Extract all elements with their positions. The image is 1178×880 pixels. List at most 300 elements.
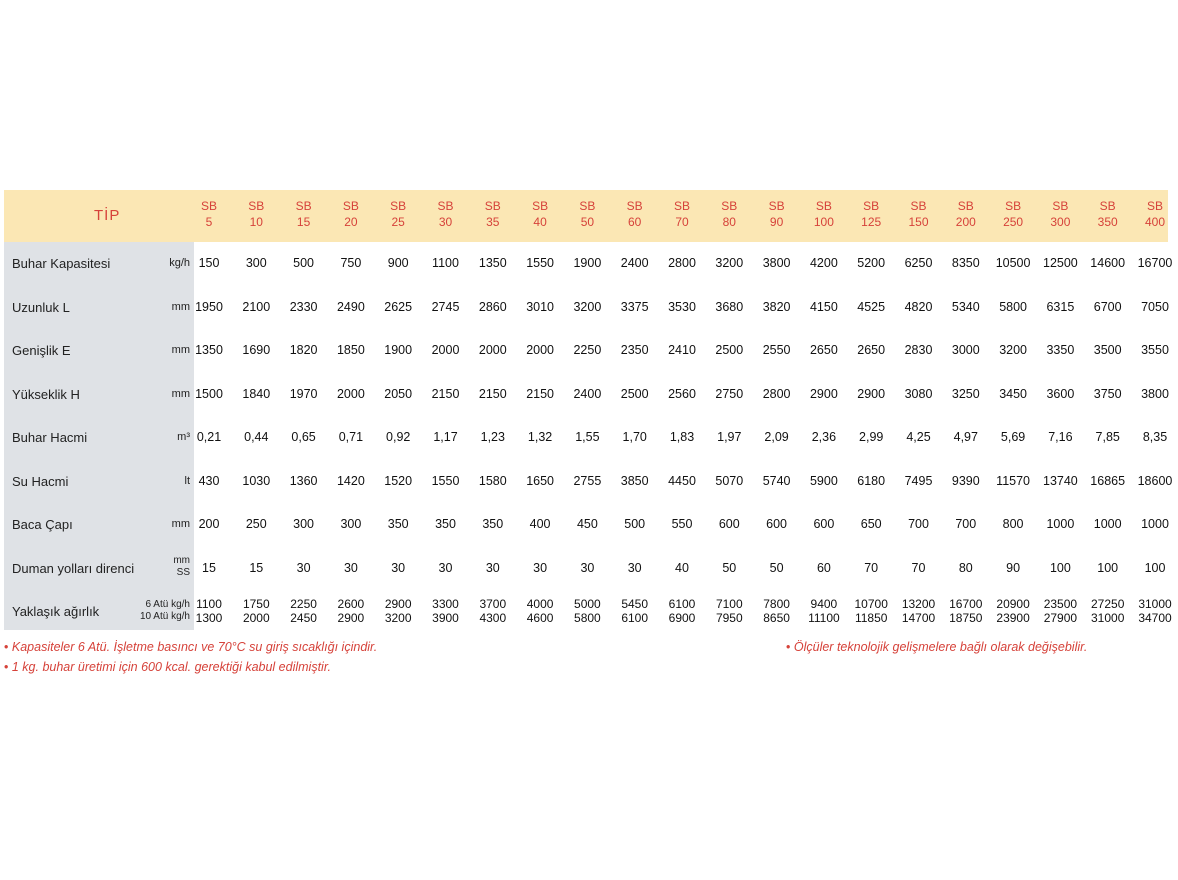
table-cell-10atu: 5800 xyxy=(574,611,601,625)
table-cell: 70 xyxy=(864,560,879,575)
table-cell: 16865 xyxy=(1090,473,1126,488)
column-header xyxy=(754,198,800,230)
table-cell: 4450 xyxy=(668,473,696,488)
table-cell-6atu: 5450 xyxy=(621,597,649,611)
table-cell: 1,32 xyxy=(527,430,553,444)
table-cell-6atu: 9400 xyxy=(810,597,838,611)
table-cell: 1500 xyxy=(195,386,223,401)
table-cell: 1360 xyxy=(289,473,318,488)
table-cell: 4150 xyxy=(809,299,838,314)
table-cell: 7495 xyxy=(904,473,933,488)
table-cell: 2500 xyxy=(715,343,744,357)
table-cell: 1030 xyxy=(242,473,271,488)
table-cell: 1,17 xyxy=(433,430,458,444)
footnote-1: • Kapasiteler 6 Atü. İşletme basıncı ve 70°C su giriş sıcaklığı içindir. xyxy=(4,640,378,654)
table-cell: 2500 xyxy=(620,386,649,401)
column-header xyxy=(281,198,327,230)
column-header-type: SB xyxy=(484,199,501,213)
column-header xyxy=(612,198,658,230)
table-cell: 800 xyxy=(1002,517,1024,531)
column-header-type: SB xyxy=(437,199,454,213)
table-cell: 4820 xyxy=(904,299,933,314)
table-cell: 1950 xyxy=(195,299,223,314)
row-label: Su Hacmi xyxy=(12,473,69,489)
table-cell: 1420 xyxy=(336,473,365,488)
column-header-size: 80 xyxy=(722,215,736,229)
column-header xyxy=(896,198,942,230)
table-cell: 2050 xyxy=(384,386,413,401)
table-cell: 1000 xyxy=(1093,517,1122,531)
table-cell: 600 xyxy=(718,517,740,531)
column-header xyxy=(990,198,1036,230)
table-cell: 3200 xyxy=(715,256,744,270)
table-cell-6atu: 13200 xyxy=(901,597,936,611)
table-cell-10atu: 6900 xyxy=(668,611,696,625)
table-cell: 30 xyxy=(533,560,548,575)
table-cell-6atu: 20900 xyxy=(996,597,1030,611)
table-cell: 30 xyxy=(391,560,406,575)
table-cell: 0,44 xyxy=(244,430,269,444)
table-cell: 14600 xyxy=(1090,256,1126,270)
table-cell: 1820 xyxy=(289,343,318,357)
table-cell: 0,21 xyxy=(196,430,222,444)
column-header-size: 40 xyxy=(533,215,547,229)
column-header-size: 60 xyxy=(628,215,642,229)
column-header-size: 90 xyxy=(769,215,784,229)
table-row xyxy=(4,503,1168,546)
table-cell: 2000 xyxy=(336,386,365,401)
table-cell-6atu: 27250 xyxy=(1091,597,1125,611)
table-cell: 1850 xyxy=(336,343,365,357)
table-cell-10atu: 1300 xyxy=(195,611,223,625)
table-cell: 30 xyxy=(343,560,358,575)
column-header-type: SB xyxy=(815,199,832,213)
column-header-size: 20 xyxy=(344,215,358,229)
table-cell: 350 xyxy=(482,517,504,531)
table-cell: 9390 xyxy=(951,473,980,488)
footnote-3: • Ölçüler teknolojik gelişmelere bağlı olarak değişebilir. xyxy=(786,640,1088,654)
table-cell: 400 xyxy=(529,517,551,531)
table-cell: 1,83 xyxy=(669,430,695,444)
footnote-2: • 1 kg. buhar üretimi için 600 kcal. gerektiği kabul edilmiştir. xyxy=(4,660,331,674)
table-cell: 100 xyxy=(1049,560,1071,575)
row-label: Genişlik E xyxy=(12,343,71,358)
column-header xyxy=(706,198,752,230)
table-cell: 2350 xyxy=(620,343,649,357)
table-cell: 13740 xyxy=(1043,473,1078,488)
table-cell-6atu: 10700 xyxy=(854,597,888,611)
table-cell-10atu: 14700 xyxy=(901,611,936,625)
table-cell: 550 xyxy=(671,517,693,531)
table-cell: 7050 xyxy=(1141,299,1169,314)
column-header-type: SB xyxy=(295,199,312,213)
table-cell: 2755 xyxy=(573,473,602,488)
column-header xyxy=(943,198,989,230)
table-cell-10atu: 2900 xyxy=(337,611,365,625)
row-label: Buhar Kapasitesi xyxy=(12,256,111,271)
table-cell: 10500 xyxy=(995,256,1031,270)
table-cell-10atu: 11100 xyxy=(808,611,840,625)
table-cell: 1100 xyxy=(432,256,459,270)
table-cell: 700 xyxy=(955,517,977,531)
column-header-size: 125 xyxy=(861,215,882,229)
table-cell: 0,71 xyxy=(338,430,364,444)
table-cell-10atu: 23900 xyxy=(996,611,1030,625)
table-cell: 600 xyxy=(813,517,835,531)
table-cell-6atu: 3700 xyxy=(479,597,507,611)
table-cell: 0,92 xyxy=(386,430,411,444)
table-cell: 3450 xyxy=(999,386,1027,401)
table-cell: 4,97 xyxy=(953,430,978,444)
table-cell: 600 xyxy=(766,517,788,531)
table-cell: 3850 xyxy=(620,473,649,488)
table-cell: 500 xyxy=(624,517,646,531)
table-cell-10atu: 4600 xyxy=(526,611,554,625)
table-row xyxy=(4,373,1168,416)
table-cell: 16700 xyxy=(1137,256,1173,270)
table-row xyxy=(4,329,1168,372)
table-cell: 1520 xyxy=(384,473,413,488)
table-cell-6atu: 31000 xyxy=(1138,597,1172,611)
table-cell: 7,85 xyxy=(1095,430,1120,444)
row-label: Yükseklik H xyxy=(12,386,80,402)
table-cell: 30 xyxy=(296,560,311,575)
table-cell: 100 xyxy=(1097,560,1119,575)
table-cell: 2000 xyxy=(431,343,460,357)
table-cell-6atu: 5000 xyxy=(574,597,601,611)
table-cell-10atu: 8650 xyxy=(763,611,790,625)
table-cell: 80 xyxy=(958,560,973,575)
table-cell: 3200 xyxy=(573,299,602,314)
table-cell: 4,25 xyxy=(906,430,931,444)
column-header-type: SB xyxy=(910,199,927,213)
row-label: Buhar Hacmi xyxy=(12,430,88,445)
column-header-type: SB xyxy=(721,199,738,213)
table-cell: 2400 xyxy=(573,386,602,401)
table-cell-6atu: 2250 xyxy=(290,597,317,611)
table-cell: 1650 xyxy=(526,473,554,488)
table-cell: 0,65 xyxy=(291,430,316,444)
table-cell: 2330 xyxy=(289,299,318,314)
row-unit: mm xyxy=(171,387,190,400)
table-cell: 5200 xyxy=(857,256,886,270)
column-header-type: SB xyxy=(1052,199,1069,213)
table-cell: 2900 xyxy=(857,386,886,401)
table-cell: 1550 xyxy=(526,256,554,270)
table-cell: 30 xyxy=(438,560,453,575)
table-cell: 1580 xyxy=(478,473,507,488)
column-header-type: SB xyxy=(200,199,217,213)
table-cell-6atu: 1750 xyxy=(242,597,270,611)
table-cell: 1350 xyxy=(195,343,223,357)
table-cell: 1,70 xyxy=(622,430,647,444)
tip-label: TİP xyxy=(94,207,121,224)
table-cell: 3680 xyxy=(715,299,744,314)
table-cell: 90 xyxy=(1006,560,1021,575)
column-header xyxy=(659,198,705,230)
table-cell: 15 xyxy=(202,560,216,575)
table-cell: 6250 xyxy=(904,256,933,270)
table-cell: 15 xyxy=(249,560,264,575)
table-cell: 250 xyxy=(245,517,267,531)
table-cell-6atu: 2600 xyxy=(337,597,365,611)
table-cell: 2000 xyxy=(478,343,507,357)
table-cell: 30 xyxy=(627,560,642,575)
column-header-type: SB xyxy=(957,199,974,213)
table-cell: 7,16 xyxy=(1048,430,1073,444)
table-cell-10atu: 2450 xyxy=(290,611,317,625)
table-header xyxy=(4,190,1168,242)
table-cell: 3350 xyxy=(1046,343,1075,357)
column-header-size: 200 xyxy=(955,215,976,229)
row-unit-6atu: 6 Atü kg/h xyxy=(145,599,190,610)
table-cell: 30 xyxy=(580,560,595,575)
table-cell: 450 xyxy=(576,517,598,531)
table-cell-6atu: 6100 xyxy=(668,597,696,611)
table-cell: 700 xyxy=(908,517,929,531)
table-cell: 350 xyxy=(387,517,409,531)
column-header xyxy=(801,198,847,230)
column-header-size: 15 xyxy=(296,215,311,229)
column-header xyxy=(375,198,421,230)
table-cell: 30 xyxy=(485,560,500,575)
column-header-type: SB xyxy=(390,199,407,213)
column-header-type: SB xyxy=(1099,199,1116,213)
table-cell: 2550 xyxy=(762,343,791,357)
row-unit-bottom: SS xyxy=(176,566,190,578)
column-header xyxy=(1037,198,1083,230)
column-header-type: SB xyxy=(863,199,880,213)
table-cell: 2830 xyxy=(904,343,933,357)
table-cell: 2560 xyxy=(668,386,696,401)
table-cell: 1,97 xyxy=(717,430,742,444)
table-cell: 2,99 xyxy=(859,430,884,444)
column-header-type: SB xyxy=(768,199,785,213)
table-cell: 5800 xyxy=(999,299,1027,314)
table-cell: 1840 xyxy=(242,386,271,401)
table-cell-10atu: 2000 xyxy=(242,611,270,625)
table-cell: 3250 xyxy=(951,386,980,401)
column-header-type: SB xyxy=(579,199,596,213)
table-cell-10atu: 27900 xyxy=(1043,611,1078,625)
row-label: Uzunluk L xyxy=(12,299,70,315)
column-header xyxy=(233,198,279,230)
column-header-size: 35 xyxy=(486,215,500,229)
column-header-size: 70 xyxy=(675,215,689,229)
table-cell: 2,09 xyxy=(764,430,789,444)
table-cell: 150 xyxy=(198,256,220,270)
table-cell: 70 xyxy=(911,560,926,575)
table-cell: 5340 xyxy=(951,299,980,314)
column-header xyxy=(517,198,563,230)
row-label: Baca Çapı xyxy=(12,517,73,532)
table-cell-6atu: 4000 xyxy=(526,597,554,611)
table-cell: 3800 xyxy=(762,256,791,270)
table-cell: 2250 xyxy=(573,343,602,357)
table-cell: 430 xyxy=(198,473,220,488)
footnotes xyxy=(4,638,1168,686)
table-cell: 40 xyxy=(675,560,689,575)
table-cell: 350 xyxy=(435,517,456,531)
column-header xyxy=(564,198,610,230)
table-cell: 5070 xyxy=(715,473,744,488)
table-row xyxy=(4,242,1173,285)
table-cell: 2900 xyxy=(809,386,838,401)
table-cell: 2000 xyxy=(526,343,554,357)
table-cell: 3820 xyxy=(762,299,791,314)
table-cell: 1,55 xyxy=(575,430,600,444)
table-cell: 4525 xyxy=(857,299,886,314)
column-header-size: 50 xyxy=(580,215,595,229)
row-unit: kg/h xyxy=(169,257,190,269)
table-cell: 8,35 xyxy=(1142,430,1168,444)
row-label: Duman yolları direnci xyxy=(12,560,135,576)
table-cell: 300 xyxy=(340,517,362,531)
table-cell-10atu: 18750 xyxy=(949,611,983,625)
table-cell: 60 xyxy=(816,560,831,575)
column-header-size: 300 xyxy=(1050,215,1071,229)
row-unit: m³ xyxy=(177,431,190,443)
table-cell: 11570 xyxy=(996,473,1031,488)
table-cell: 2,36 xyxy=(811,430,837,444)
table-cell: 2800 xyxy=(668,256,696,270)
column-header-type: SB xyxy=(248,199,265,213)
row-label: Yaklaşık ağırlık xyxy=(12,604,100,619)
table-cell: 12500 xyxy=(1043,256,1078,270)
table-cell: 2650 xyxy=(809,343,838,357)
table-cell: 3800 xyxy=(1141,386,1169,401)
row-unit-10atu: 10 Atü kg/h xyxy=(139,611,190,622)
table-cell: 900 xyxy=(387,256,409,270)
table-cell: 2625 xyxy=(384,299,413,314)
table-cell: 2410 xyxy=(668,343,696,357)
table-row-weight xyxy=(4,590,1172,633)
table-cell: 3375 xyxy=(620,299,649,314)
table-cell-10atu: 6100 xyxy=(621,611,649,625)
table-cell: 8350 xyxy=(951,256,980,270)
table-cell: 5900 xyxy=(809,473,838,488)
table-cell: 1900 xyxy=(573,256,602,270)
table-cell: 3080 xyxy=(904,386,933,401)
column-header xyxy=(328,198,374,230)
table-cell: 18600 xyxy=(1137,473,1173,488)
table-cell-10atu: 34700 xyxy=(1138,611,1172,625)
table-cell-6atu: 3300 xyxy=(432,597,459,611)
table-cell: 2490 xyxy=(336,299,365,314)
table-cell: 2100 xyxy=(242,299,271,314)
table-row xyxy=(4,460,1173,503)
table-row-duman xyxy=(4,547,1168,590)
table-row xyxy=(4,416,1168,459)
table-cell: 5740 xyxy=(762,473,791,488)
table-cell: 1550 xyxy=(431,473,460,488)
table-cell: 3530 xyxy=(668,299,696,314)
column-header-size: 150 xyxy=(908,215,929,229)
column-header-size: 10 xyxy=(249,215,263,229)
table-cell-10atu: 3900 xyxy=(432,611,459,625)
column-header-size: 30 xyxy=(438,215,453,229)
table-cell-10atu: 4300 xyxy=(479,611,507,625)
table-cell-10atu: 11850 xyxy=(854,611,888,625)
table-cell: 1000 xyxy=(1141,517,1169,531)
column-header-size: 5 xyxy=(205,215,213,229)
column-header-size: 250 xyxy=(1003,215,1024,229)
column-header-type: SB xyxy=(342,199,359,213)
row-unit-top: mm xyxy=(173,554,190,566)
table-cell: 1690 xyxy=(242,343,271,357)
table-cell: 6700 xyxy=(1093,299,1122,314)
column-header xyxy=(1085,198,1131,230)
table-cell: 3500 xyxy=(1093,343,1122,357)
table-cell: 5,69 xyxy=(1000,430,1026,444)
table-cell: 6180 xyxy=(857,473,886,488)
column-header xyxy=(423,198,469,230)
table-cell-10atu: 31000 xyxy=(1091,611,1125,625)
table-cell: 2150 xyxy=(478,386,507,401)
column-header xyxy=(186,198,232,230)
table-cell: 2745 xyxy=(431,299,460,314)
table-cell: 3750 xyxy=(1093,386,1122,401)
column-header xyxy=(1132,198,1178,230)
table-cell: 650 xyxy=(860,517,882,531)
table-cell: 2400 xyxy=(620,256,649,270)
table-cell-6atu: 7800 xyxy=(763,597,790,611)
table-cell: 1900 xyxy=(384,343,413,357)
row-unit: mm xyxy=(171,344,190,356)
table-cell: 50 xyxy=(769,560,784,575)
column-header xyxy=(848,198,894,230)
table-cell: 300 xyxy=(293,517,315,531)
table-cell: 3000 xyxy=(951,343,980,357)
table-cell-6atu: 23500 xyxy=(1043,597,1078,611)
table-row xyxy=(4,286,1168,329)
table-cell: 500 xyxy=(293,256,315,270)
table-cell: 2150 xyxy=(431,386,460,401)
table-cell: 750 xyxy=(340,256,362,270)
table-cell: 3010 xyxy=(526,299,554,314)
column-header xyxy=(470,198,516,230)
column-header-type: SB xyxy=(1005,199,1022,213)
table-cell: 50 xyxy=(722,560,737,575)
column-header-size: 400 xyxy=(1144,215,1166,229)
column-header-size: 350 xyxy=(1097,215,1118,229)
table-cell: 3600 xyxy=(1046,386,1075,401)
table-cell-10atu: 7950 xyxy=(715,611,743,625)
table-cell: 2650 xyxy=(857,343,886,357)
table-cell: 2800 xyxy=(762,386,791,401)
table-cell-6atu: 7100 xyxy=(715,597,743,611)
table-cell-6atu: 1100 xyxy=(196,597,222,611)
column-header-type: SB xyxy=(673,199,690,213)
row-unit: lt xyxy=(184,474,190,487)
column-header-size: 25 xyxy=(391,215,405,229)
table-cell: 1970 xyxy=(289,386,318,401)
row-unit: mm xyxy=(171,300,190,313)
table-cell: 2750 xyxy=(715,386,744,401)
table-cell: 6315 xyxy=(1046,299,1075,314)
table-cell-6atu: 2900 xyxy=(384,597,412,611)
column-header-type: SB xyxy=(532,199,549,213)
table-cell: 2860 xyxy=(478,299,507,314)
table-cell: 1,23 xyxy=(480,430,505,444)
table-cell: 4200 xyxy=(809,256,838,270)
table-cell: 3550 xyxy=(1141,343,1169,357)
column-header-size: 100 xyxy=(813,215,834,229)
table-cell: 300 xyxy=(245,256,267,270)
table-cell: 1350 xyxy=(478,256,507,270)
table-cell: 3200 xyxy=(999,343,1027,357)
table-cell-10atu: 3200 xyxy=(384,611,412,625)
